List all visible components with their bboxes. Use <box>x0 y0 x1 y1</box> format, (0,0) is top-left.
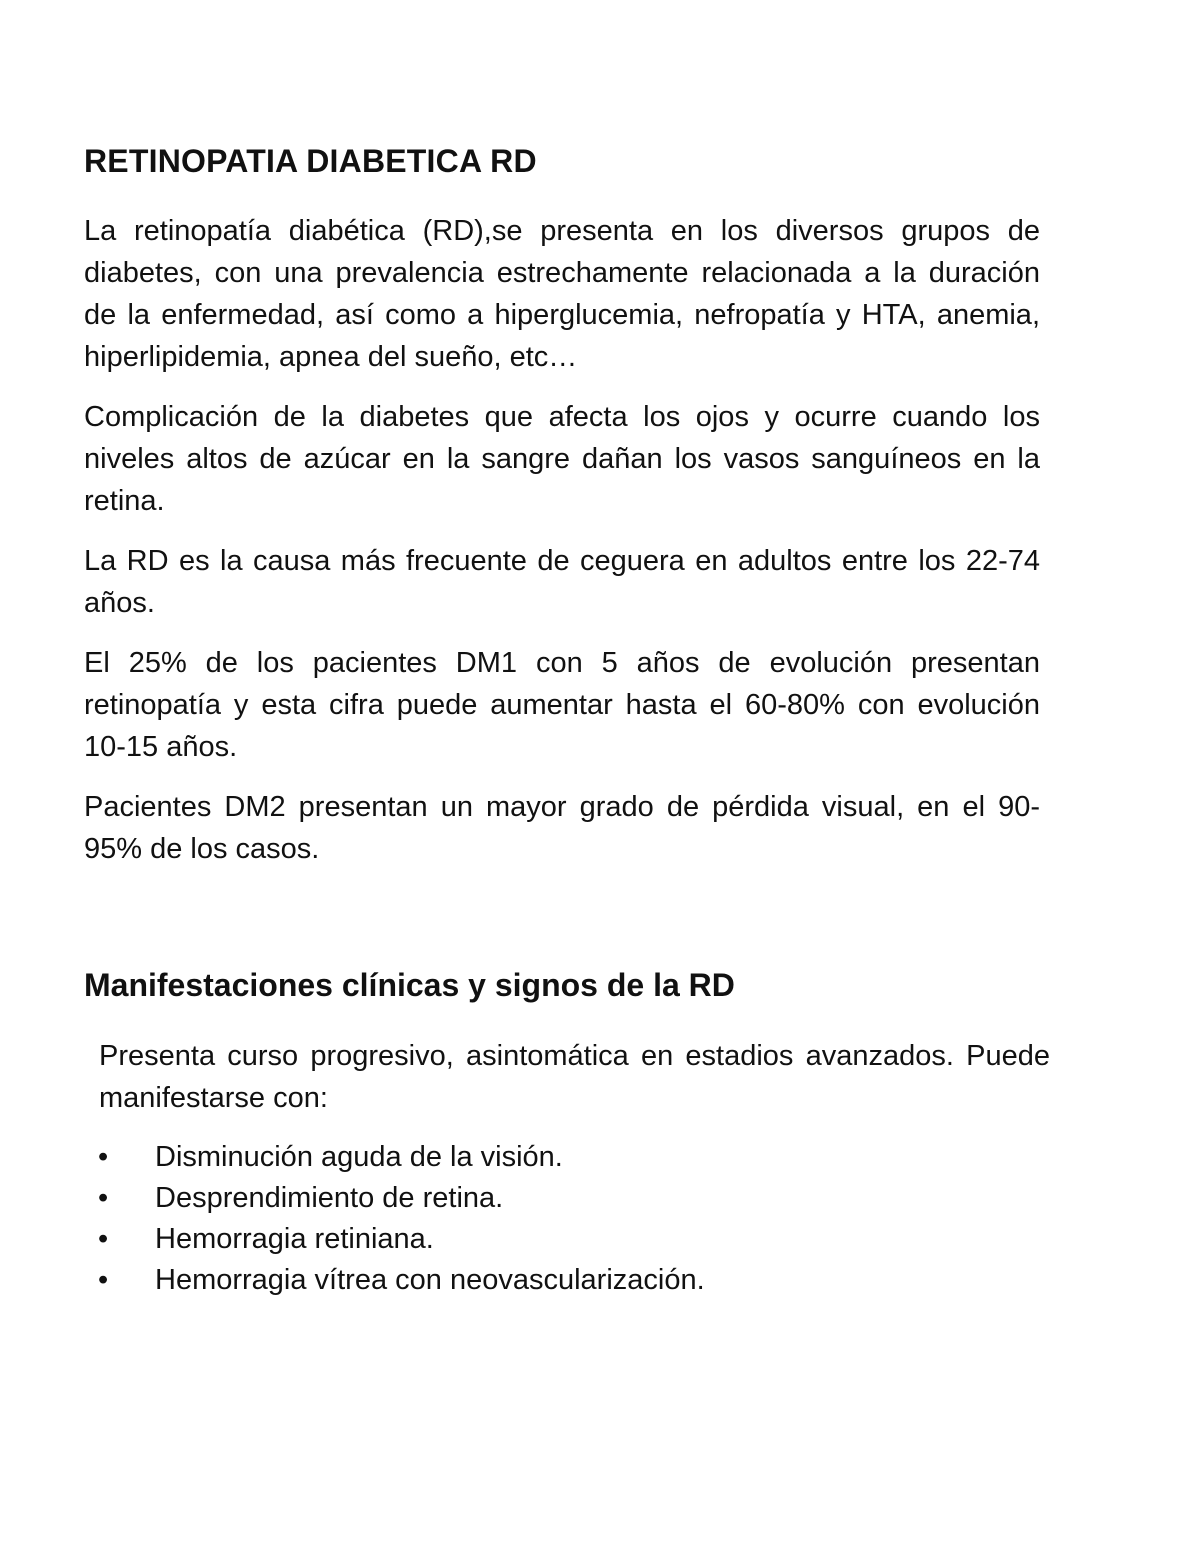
paragraph-complication: Complicación de la diabetes que afecta los ojos y ocurre cuando los niveles altos de azúcar en la sangre dañan los vasos sanguíneos en la retina. <box>84 401 1040 517</box>
list-item-text: Desprendimiento de retina. <box>155 1182 504 1214</box>
bullet-icon: • <box>98 1223 109 1255</box>
list-item <box>84 1260 1050 1301</box>
list-item <box>84 1219 1050 1260</box>
list-item <box>84 1178 1050 1219</box>
section-intro: Presenta curso progresivo, asintomática en estadios avanzados. Puede manifestarse con: <box>99 1040 1050 1114</box>
paragraph-dm1: El 25% de los pacientes DM1 con 5 años de evolución presentan retinopatía y esta cifra puede aumentar hasta el 60-80% con evolución 10-15 años. <box>84 647 1040 763</box>
symptom-list <box>84 1137 1050 1301</box>
list-item-text: Hemorragia retiniana. <box>155 1223 434 1255</box>
bullet-icon: • <box>98 1141 109 1173</box>
list-item-text: Disminución aguda de la visión. <box>155 1141 563 1173</box>
section-title: Manifestaciones clínicas y signos de la RD <box>84 967 735 1003</box>
paragraph-blindness: La RD es la causa más frecuente de ceguera en adultos entre los 22-74 años. <box>84 545 1040 619</box>
paragraph-definition: La retinopatía diabética (RD),se presenta en los diversos grupos de diabetes, con una prevalencia estrechamente relacionada a la duración de la enfermedad, así como a hiperglucemia, nefropatía y HTA, anemia, hiperlipidemia, apnea del sueño, etc… <box>84 215 1040 373</box>
document-title: RETINOPATIA DIABETICA RD <box>84 143 537 179</box>
section-retinopatia <box>84 140 1040 888</box>
paragraph-dm2: Pacientes DM2 presentan un mayor grado de pérdida visual, en el 90-95% de los casos. <box>84 791 1040 865</box>
bullet-icon: • <box>98 1264 109 1296</box>
list-item-text: Hemorragia vítrea con neovascularización. <box>155 1264 705 1296</box>
list-item <box>84 1137 1050 1178</box>
bullet-icon: • <box>98 1182 109 1214</box>
section-manifestaciones <box>84 963 1050 1301</box>
